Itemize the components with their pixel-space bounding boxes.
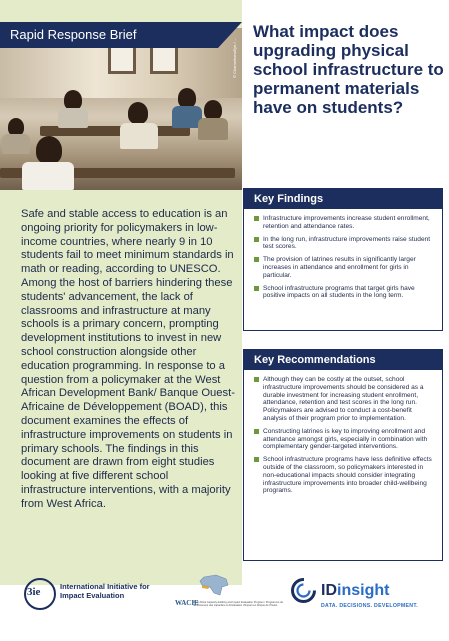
key-recommendations-box — [243, 349, 443, 561]
idinsight-logo-name: IDinsight — [321, 582, 390, 599]
key-findings-list — [244, 209, 442, 309]
idinsight-ring-icon — [290, 577, 317, 604]
africa-map-icon — [196, 573, 232, 597]
3ie-logo-name: International Initiative for Impact Evaluation — [60, 582, 150, 600]
key-findings-box — [243, 188, 443, 331]
wacie-logo-subtitle: West Africa Capacity-building and Impact Evaluation Program / Programme de renforcement des capacités et d'évaluation d'impact en Afrique de l'Ouest — [193, 601, 284, 608]
idinsight-tagline: DATA. DECISIONS. DEVELOPMENT. — [321, 603, 418, 609]
square-bullet-icon — [254, 237, 259, 242]
square-bullet-icon — [254, 216, 259, 221]
3ie-logo-mark: 3ie — [27, 586, 41, 598]
square-bullet-icon — [254, 377, 259, 382]
recommendation-item: School infrastructure programs have less definitive effects outside of the classroom, so policymakers interested in non-educational impacts should consider integrating infrastructure improvements into broader child-wellbeing programs. — [254, 456, 434, 495]
key-recommendations-heading: Key Recommendations — [244, 350, 442, 370]
finding-item: School infrastructure programs that target girls have positive impacts on all students in the long term. — [254, 285, 434, 301]
recommendation-item: Although they can be costly at the outset, school infrastructure improvements should be considered as a durable investment for increasing student enrollment, attendance, retention and test scores in the long run. Policymakers are advised to conduct a cost-benefit analysis of their program prior to implementation. — [254, 376, 434, 423]
series-label-arrow — [218, 22, 242, 48]
photo-child — [178, 88, 196, 108]
photo-credit: © ChameleonsEye / ... — [232, 37, 237, 78]
recommendation-item: Constructing latrines is key to improving enrollment and attendance amongst girls, especially in combination with complementary gender-targeted interventions. — [254, 428, 434, 451]
photo-child-shirt — [58, 108, 88, 128]
square-bullet-icon — [254, 257, 259, 262]
finding-item: In the long run, infrastructure improvements raise student test scores. — [254, 236, 434, 252]
finding-item: Infrastructure improvements increase student enrollment, retention and attendance rates. — [254, 215, 434, 231]
classroom-photo — [0, 28, 242, 190]
wacie-logo-name: WACIE — [175, 599, 199, 607]
finding-item: The provision of latrines results in significantly larger increases in attendance and enrollment for girls in particular. — [254, 256, 434, 279]
photo-child — [128, 102, 148, 124]
photo-child — [204, 100, 222, 120]
square-bullet-icon — [254, 457, 259, 462]
key-recommendations-list — [244, 370, 442, 504]
page-title: What impact does upgrading physical school infrastructure to permanent materials have on students? — [253, 22, 444, 117]
intro-paragraph: Safe and stable access to education is an ongoing priority for policymakers in low-income countries, where nearly 9 in 10 students fail to meet minimum standards in math or reading, according to UNESCO. Among the host of barriers hindering these students' advancement, the lack of classrooms and infrastructure at many schools is a primary concern, prompting development institutions to invest in new school construction alongside other education programming. In response to a question from a policymaker at the West African Development Bank/ Banque Ouest-Africaine de Développement (BOAD), this document examines the effects of infrastructure improvements on students in primary schools. The findings in this document are drawn from eight studies looking at five different school infrastructure interventions, with a majority from West Africa. — [21, 208, 235, 510]
square-bullet-icon — [254, 286, 259, 291]
photo-child-shirt — [198, 118, 228, 140]
photo-child-shirt — [120, 123, 158, 149]
photo-child-shirt — [22, 162, 74, 190]
photo-child-shirt — [2, 134, 30, 154]
photo-child — [36, 136, 62, 164]
key-findings-heading: Key Findings — [244, 189, 442, 209]
series-label: Rapid Response Brief — [0, 22, 218, 48]
square-bullet-icon — [254, 429, 259, 434]
photo-child — [64, 90, 82, 110]
